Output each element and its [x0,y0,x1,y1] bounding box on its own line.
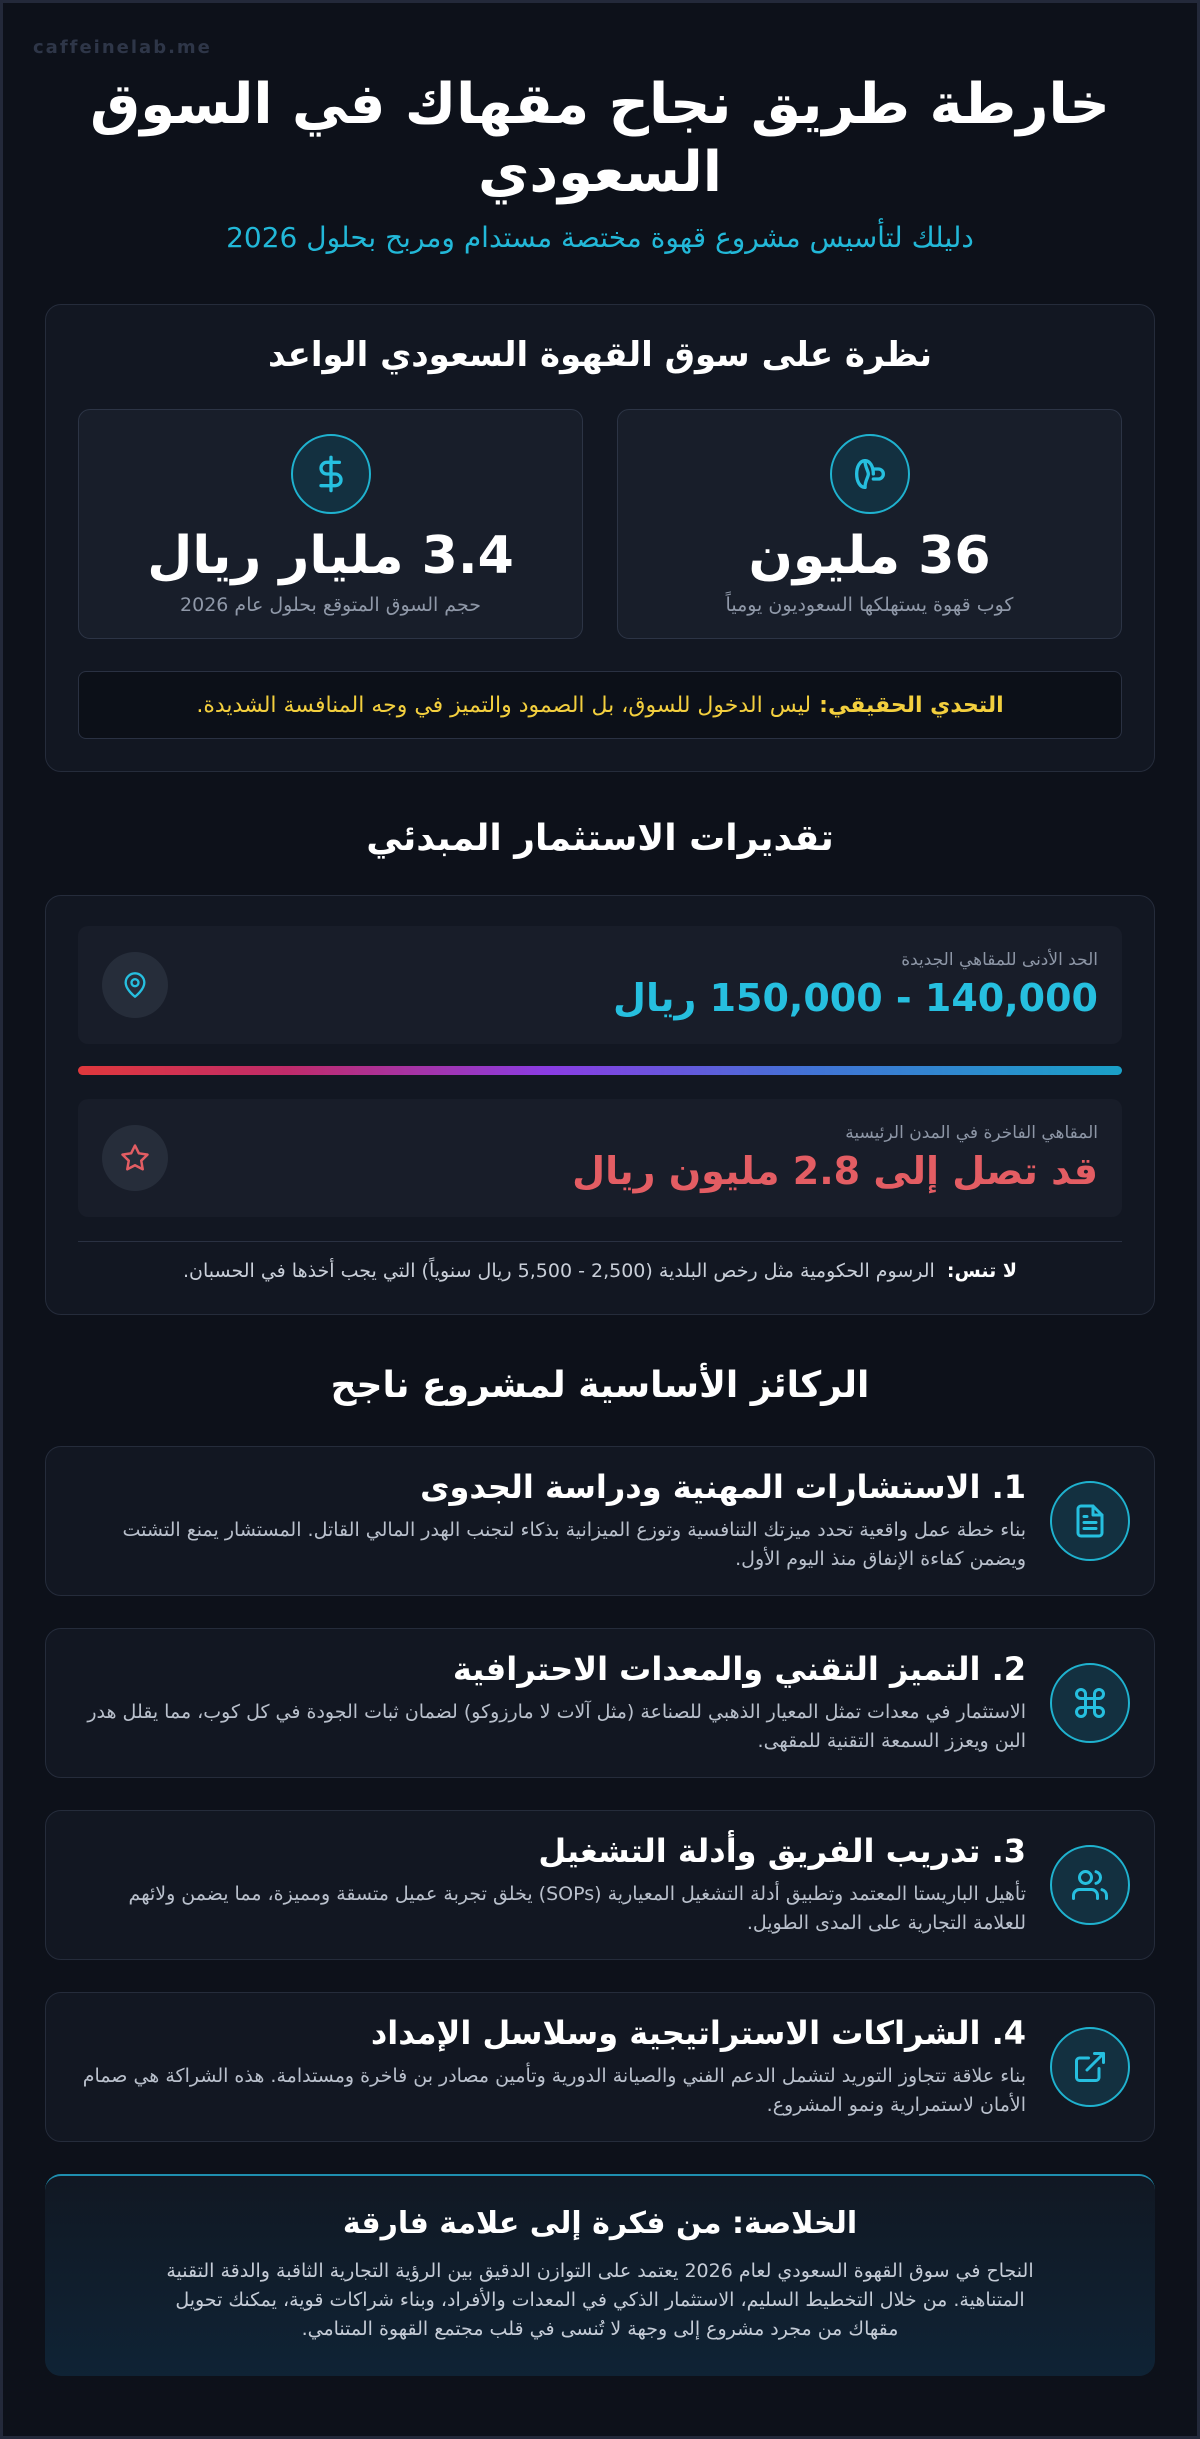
pillar-item [45,1992,1155,2142]
watermark: caffeinelab.me [33,37,212,58]
pillar-description: الاستثمار في معدات تمثل المعيار الذهبي للصناعة (مثل آلات لا مارزوكو) لضمان ثبات الجودة في كل كوب، مما يقلل هدر البن ويعزز السمعة التقنية للمقهى. [87,1701,1026,1752]
map-pin-icon [102,952,168,1018]
page-subtitle: دليلك لتأسيس مشروع قهوة مختصة مستدام ومربح بحلول 2026 [226,221,974,254]
pillar-description: بناء علاقة تتجاوز التوريد لتشمل الدعم الفني والصيانة الدورية وتأمين مصادر بن فاخرة ومستدامة. هذه الشراكة هي صمام الأمان لاستمرارية ونمو المشروع. [82,2065,1026,2116]
page-title: خارطة طريق نجاح مقهاك في السوق السعودي [90,72,1110,205]
investment-min-value: 140,000 - 150,000 ريال [612,976,1098,1020]
conclusion-card [45,2174,1155,2376]
stat-value: 36 مليون [748,526,991,586]
pillar-item [45,1810,1155,1960]
market-title: نظرة على سوق القهوة السعودي الواعد [267,335,933,375]
external-link-icon [1050,2027,1130,2107]
pillar-description: بناء خطة عمل واقعية تحدد ميزتك التنافسية وتوزع الميزانية بذكاء لتجنب الهدر المالي القاتل. المستشار يمنع التشتت ويضمن كفاءة الإنفاق منذ اليوم الأول. [122,1519,1026,1570]
document-icon [1050,1481,1130,1561]
investment-max-text [572,1123,1098,1193]
fees-note-text: الرسوم الحكومية مثل رخص البلدية (2,500 - 5,500 ريال سنوياً) التي يجب أخذها في الحسبان. [182,1260,935,1282]
investment-max-label: المقاهي الفاخرة في المدن الرئيسية [845,1123,1098,1143]
pillar-title: 4. الشراكات الاستراتيجية وسلاسل الإمداد [370,2014,1026,2052]
dollar-icon [291,434,371,514]
pillar-description: تأهيل الباريستا المعتمد وتطبيق أدلة التشغيل المعيارية (SOPs) يخلق تجربة عميل متسقة ومميزة، مما يضمن ولائهم للعلامة التجارية على المدى الطويل. [128,1883,1026,1934]
star-icon [102,1125,168,1191]
coffee-cup-icon [830,434,910,514]
stat-label: حجم السوق المتوقع بحلول عام 2026 [180,594,481,616]
challenge-text: ليس الدخول للسوق، بل الصمود والتميز في وجه المنافسة الشديدة. [196,692,812,718]
pillar-item [45,1446,1155,1596]
market-stats [78,409,1122,639]
stat-value: 3.4 مليار ريال [147,526,514,586]
investment-min-text [613,950,1098,1020]
stat-market-size [78,409,583,639]
market-overview-card [45,304,1155,772]
challenge-label: التحدي الحقيقي: [819,692,1004,718]
pillar-text [70,1832,1026,1938]
pillars-title: الركائز الأساسية لمشروع ناجح [330,1365,870,1406]
pillar-text [70,2014,1026,2120]
range-gradient-bar [78,1066,1122,1075]
investment-title: تقديرات الاستثمار المبدئي [366,818,834,859]
stat-label: كوب قهوة يستهلكها السعوديون يومياً [725,594,1014,616]
pillar-title: 3. تدريب الفريق وأدلة التشغيل [538,1832,1026,1870]
challenge-callout [78,671,1122,739]
investment-min-label: الحد الأدنى للمقاهي الجديدة [901,950,1098,970]
stat-daily-cups [617,409,1122,639]
pillar-text [70,1650,1026,1756]
pillar-text [70,1468,1026,1574]
investment-card [45,895,1155,1315]
investment-min-box [78,926,1122,1044]
pillar-item [45,1628,1155,1778]
pillar-title: 1. الاستشارات المهنية ودراسة الجدوى [420,1468,1026,1506]
command-icon [1050,1663,1130,1743]
fees-note-label: لا تنس: [946,1260,1017,1282]
investment-max-value: قد تصل إلى 2.8 مليون ريال [572,1149,1098,1193]
investment-max-box [78,1099,1122,1217]
users-icon [1050,1845,1130,1925]
conclusion-title: الخلاصة: من فكرة إلى علامة فارقة [342,2206,858,2241]
fees-note [78,1241,1122,1282]
pillars-list [3,1446,1197,2142]
conclusion-text: النجاح في سوق القهوة السعودي لعام 2026 يعتمد على التوازن الدقيق بين الرؤية التجارية الثاقبة والدقة التقنية المتناهية. من خلال التخطيط السليم، الاستثمار الذكي في المعدات والأفراد، وبناء شراكات قوية، يمكنك تحويل مقهاك من مجرد مشروع إلى وجهة لا تُنسى في قلب مجتمع القهوة المتنامي. [166,2260,1034,2340]
pillar-title: 2. التميز التقني والمعدات الاحترافية [452,1650,1026,1688]
